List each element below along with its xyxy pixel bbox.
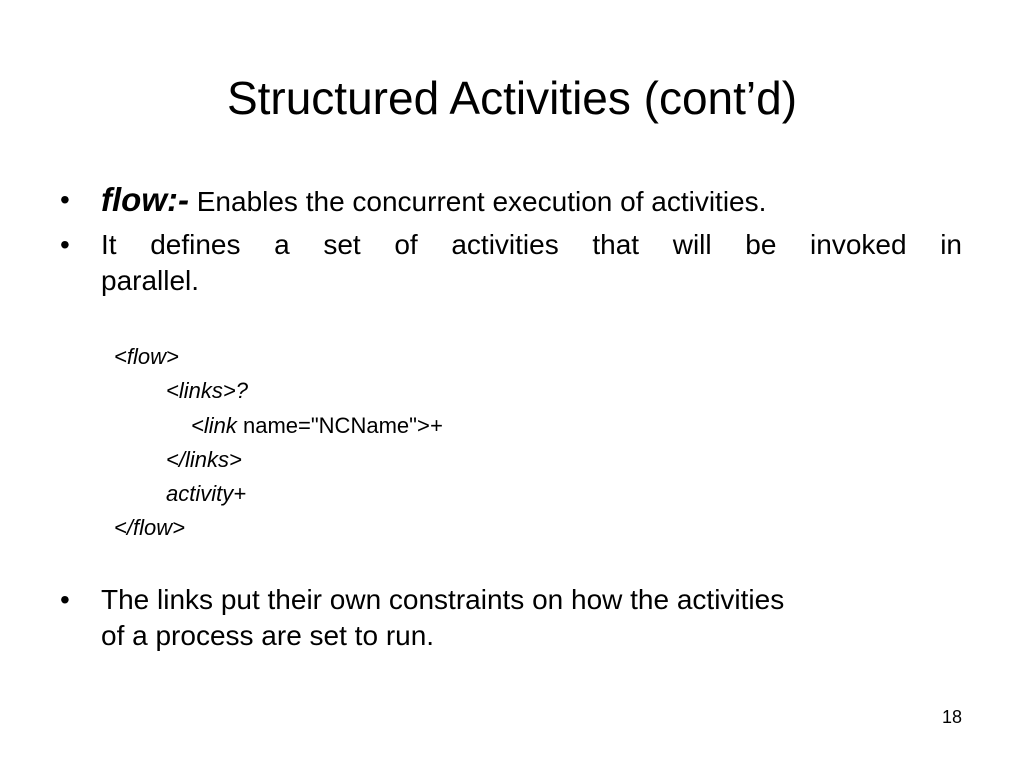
bullet-text: Enables the concurrent execution of activities. xyxy=(188,186,767,217)
bullet-flow-definition xyxy=(60,182,962,220)
code-line-links-close: </links> xyxy=(166,447,242,472)
code-link-prefix: <link xyxy=(191,413,243,438)
bullet-text-line: It defines a set of activities that will be invoked in xyxy=(101,229,962,260)
code-line-links-open: <links>? xyxy=(166,378,248,403)
bullet-text-line: The links put their own constraints on how the activities xyxy=(101,584,785,615)
code-link-suffix: + xyxy=(429,413,443,438)
bullet-marker: • xyxy=(60,584,70,615)
bullet-body xyxy=(101,582,962,654)
bullet-body xyxy=(101,227,962,299)
code-line-link xyxy=(191,409,1024,443)
bullet-text-line: parallel. xyxy=(101,265,200,296)
bullet-body xyxy=(101,182,962,220)
bullet-marker: • xyxy=(60,229,70,260)
bullet-text-line: of a process are set to run. xyxy=(101,620,435,651)
page-number: 18 xyxy=(941,707,962,727)
slide-title: Structured Activities (cont’d) xyxy=(226,72,798,124)
bullet-marker: • xyxy=(60,184,70,215)
bullet-links-constraints xyxy=(60,582,962,654)
bullet-parallel-definition xyxy=(60,227,962,299)
bullet-term: flow:- xyxy=(101,181,189,218)
code-line-flow-close: </flow> xyxy=(114,515,185,540)
code-line-flow-open: <flow> xyxy=(114,344,179,369)
code-link-attribute: name="NCName"> xyxy=(242,413,430,438)
code-line-activity: activity+ xyxy=(166,481,247,506)
